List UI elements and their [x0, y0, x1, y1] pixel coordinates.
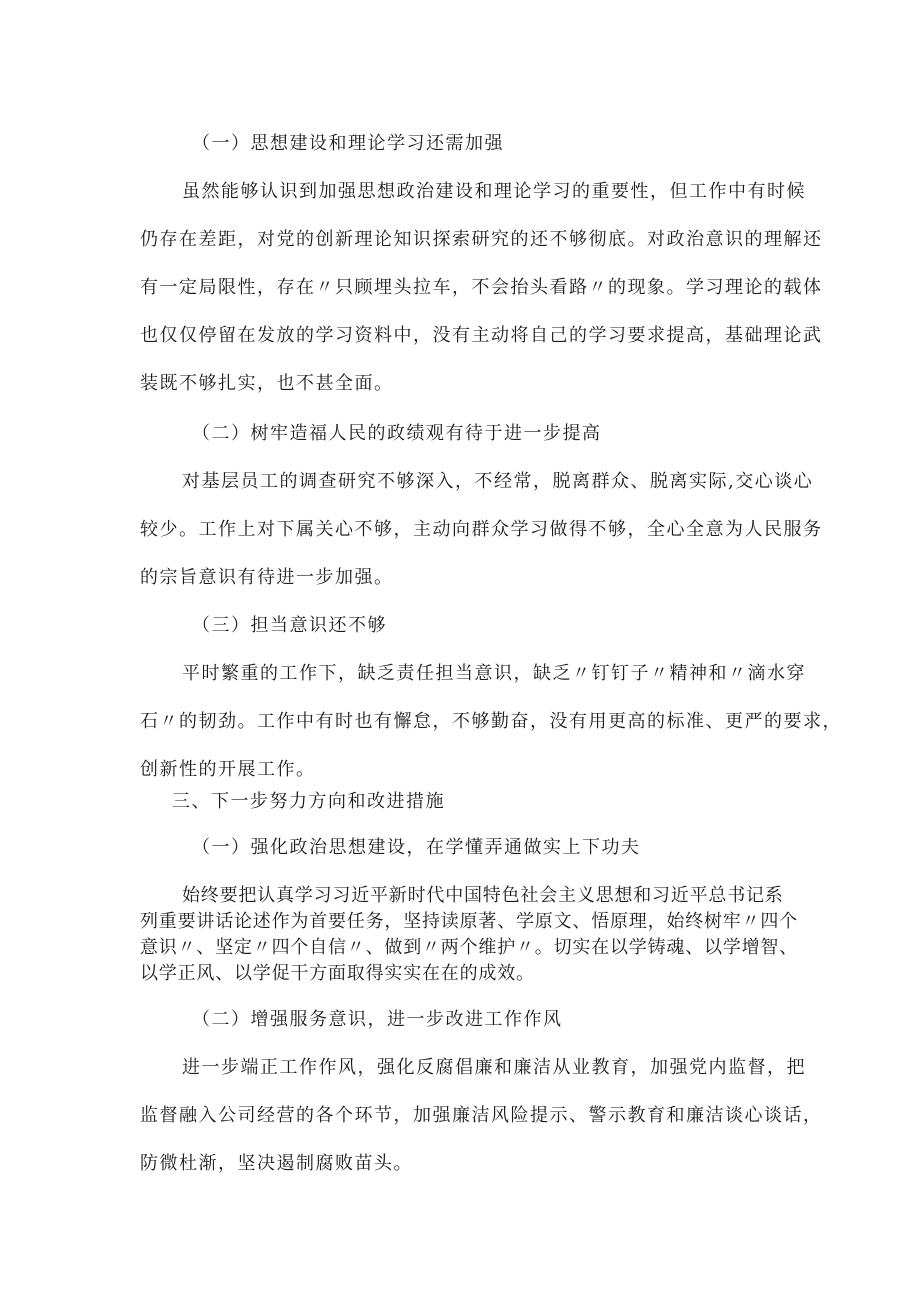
paragraph-line: 较少。工作上对下属关心不够，主动向群众学习做得不够，全心全意为人民服务	[140, 519, 823, 540]
heading-strengthen-politics: （一）强化政治思想建设，在学懂弄通做实上下功夫	[192, 837, 641, 858]
section-heading-next-steps: 三、下一步努力方向和改进措施	[172, 791, 445, 812]
paragraph-line: 列重要讲话论述作为首要任务，坚持读原著、学原文、悟原理，始终树牢〃四个	[140, 911, 798, 932]
paragraph-line: 也仅仅停留在发放的学习资料中，没有主动将自己的学习要求提高，基础理论武	[140, 325, 823, 346]
paragraph-line: 有一定局限性，存在〃只顾埋头拉车，不会抬头看路〃的现象。学习理论的载体	[140, 277, 823, 298]
heading-thought-building: （一）思想建设和理论学习还需加强	[192, 133, 504, 154]
paragraph-line: 虽然能够认识到加强思想政治建设和理论学习的重要性，但工作中有时候	[182, 181, 806, 202]
paragraph-line: 防微杜渐，坚决遏制腐败苗头。	[140, 1153, 413, 1174]
paragraph-line: 监督融入公司经营的各个环节，加强廉洁风险提示、警示教育和廉洁谈心谈话，	[140, 1105, 823, 1126]
paragraph-line: 装既不够扎实，也不甚全面。	[140, 373, 394, 394]
paragraph-line: 创新性的开展工作。	[140, 759, 316, 780]
heading-responsibility: （三）担当意识还不够	[192, 615, 387, 636]
paragraph-line: 进一步端正工作作风，强化反腐倡廉和廉洁从业教育，加强党内监督，把	[182, 1057, 806, 1078]
paragraph-line: 对基层员工的调查研究不够深入，不经常，脱离群众、脱离实际,交心谈心	[182, 471, 814, 492]
paragraph-line: 的宗旨意识有待进一步加强。	[140, 567, 394, 588]
paragraph-line: 石〃的韧劲。工作中有时也有懈怠，不够勤奋，没有用更高的标准、更严的要求，	[140, 711, 842, 732]
paragraph-line: 意识〃、坚定〃四个自信〃、做到〃两个维护〃。切实在以学铸魂、以学增智、	[140, 937, 798, 958]
paragraph-line: 以学正风、以学促干方面取得实实在在的成效。	[140, 963, 535, 984]
heading-performance-view: （二）树牢造福人民的政绩观有待于进一步提高	[192, 423, 602, 444]
paragraph-line: 平时繁重的工作下，缺乏责任担当意识，缺乏〃钉钉子〃精神和〃滴水穿	[182, 663, 806, 684]
paragraph-line: 始终要把认真学习习近平新时代中国特色社会主义思想和习近平总书记系	[182, 885, 784, 906]
heading-service-awareness: （二）增强服务意识，进一步改进工作作风	[192, 1009, 563, 1030]
paragraph-line: 仍存在差距，对党的创新理论知识探索研究的还不够彻底。对政治意识的理解还	[140, 229, 823, 250]
